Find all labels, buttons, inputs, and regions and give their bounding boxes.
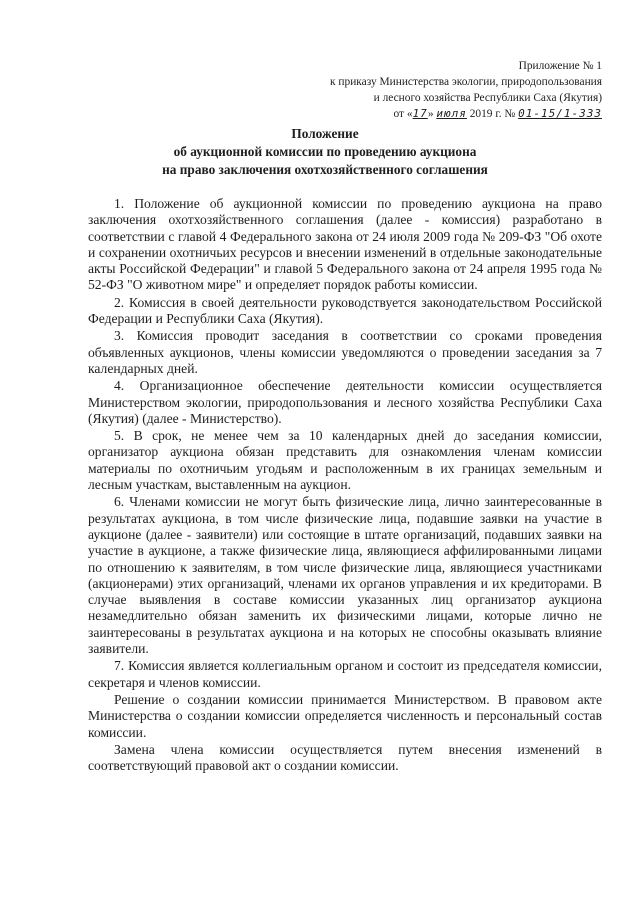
paragraph-6: 6. Членами комиссии не могут быть физические лица, лично заинтересованные в результатах аукциона, в том числе физические лица, подавшие заявки на участие в аукционе (далее - заявители) или состоящие в штате организаций, подавших заявки на участие в аукционе, а также физические лица, являющиеся аффилированными лицами по отношению к заявителям, в том числе физические лица, являющиеся участниками (акционерами) этих организаций, членами их органов управления и их кредиторами. В случае выявления в составе комиссии указанных лиц организатор аукциона незамедлительно обязан заменить их физическими лицами, которые лично не заинтересованы в результатах аукциона и на которых не способны оказывать влияние заявители.	[88, 494, 602, 657]
date-day: 17	[412, 107, 428, 120]
date-month: июля	[436, 107, 467, 120]
title-line-3: на право заключения охотхозяйственного соглашения	[162, 162, 488, 177]
date-prefix: от «	[393, 108, 413, 120]
paragraph-2: 2. Комиссия в своей деятельности руководствуется законодательством Российской Федерации и Республики Саха (Якутия).	[88, 294, 602, 327]
paragraph-5: 5. В срок, не менее чем за 10 календарных дней до заседания комиссии, организатор аукциона обязан представить для ознакомления членам комиссии материалы по охотничьим угодьям и расположенным в их границах земельным и лесным участкам, выставленным на аукцион.	[88, 428, 602, 493]
appendix-date-line	[262, 106, 602, 122]
date-mid: »	[427, 108, 437, 120]
appendix-ministry: и лесного хозяйства Республики Саха (Якутия)	[373, 92, 602, 104]
title-line-2: об аукционной комиссии по проведению аукциона	[173, 144, 477, 159]
document-body	[88, 196, 602, 774]
paragraph-1: 1. Положение об аукционной комиссии по проведению аукциона на право заключения охотхозяйственного соглашения (далее - комиссия) разработано в соответствии с главой 4 Федерального закона от 24 июля 2009 года № 209-ФЗ "Об охоте и сохранении охотничьих ресурсов и внесении изменений в отдельные законодательные акты Российской Федерации" и главой 5 Федерального закона от 24 апреля 1995 года № 52-ФЗ "О животном мире" и определяет порядок работы комиссии.	[88, 196, 602, 293]
order-number: 01-15/1-333	[518, 107, 602, 120]
paragraph-4: 4. Организационное обеспечение деятельности комиссии осуществляется Министерством экологии, природопользования и лесного хозяйства Республики Саха (Якутия) (далее - Министерство).	[88, 378, 602, 426]
date-year: 2019 г. №	[466, 108, 519, 120]
paragraph-7: 7. Комиссия является коллегиальным органом и состоит из председателя комиссии, секретаря и членов комиссии.	[88, 658, 602, 690]
document-title	[60, 125, 590, 179]
paragraph-8: Решение о создании комиссии принимается Министерством. В правовом акте Министерства о создании комиссии определяется численность и персональный состав комиссии.	[88, 691, 602, 740]
paragraph-9: Замена члена комиссии осуществляется путем внесения изменений в соответствующий правовой акт о создании комиссии.	[88, 741, 602, 774]
title-line-1: Положение	[291, 126, 359, 141]
appendix-header	[262, 58, 602, 122]
appendix-order-ref: к приказу Министерства экологии, природопользования	[330, 76, 602, 88]
appendix-number: Приложение № 1	[518, 60, 602, 72]
paragraph-3: 3. Комиссия проводит заседания в соответствии со сроками проведения объявленных аукционов, члены комиссии уведомляются о проведении заседания за 7 календарных дней.	[88, 328, 602, 376]
